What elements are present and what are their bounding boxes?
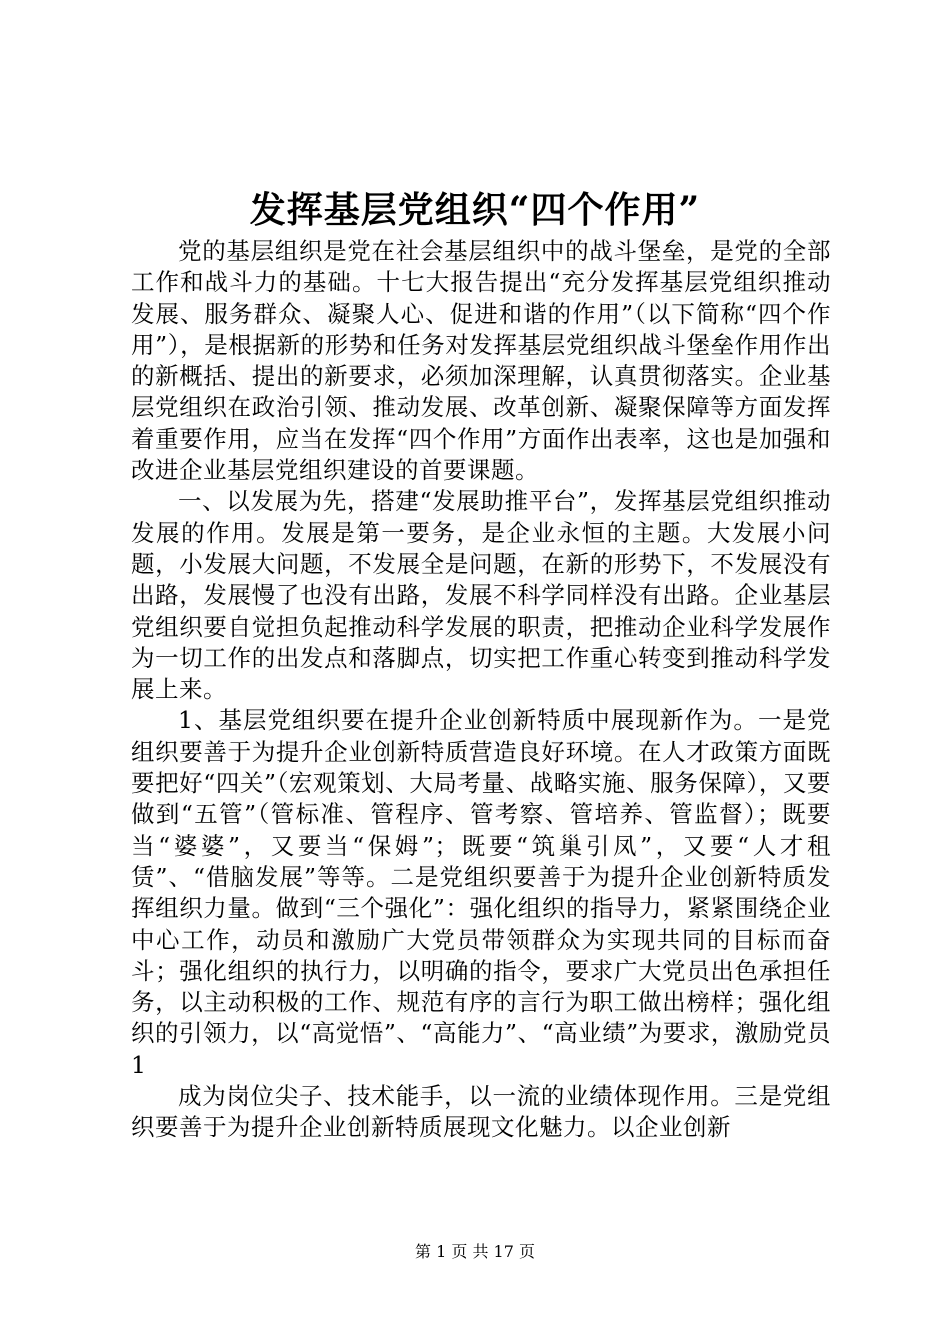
paragraph-section-1: 一、以发展为先，搭建“发展助推平台”，发挥基层党组织推动发展的作用。发展是第一要务，是企业永恒的主题。大发展小问题，小发展大问题，不发展全是问题，在新的形势下，不发展没有出路，发展慢了也没有出路，发展不科学同样没有出路。企业基层党组织要自觉担负起推动科学发展的职责，把推动企业科学发展作为一切工作的出发点和落脚点，切实把工作重心转变到推动科学发展上来。 — [131, 487, 831, 704]
paragraph-continuation: 成为岗位尖子、技术能手，以一流的业绩体现作用。三是党组织要善于为提升企业创新特质展现文化魅力。以企业创新 — [131, 1082, 831, 1142]
paragraph-intro: 党的基层组织是党在社会基层组织中的战斗堡垒，是党的全部工作和战斗力的基础。十七大报告提出“充分发挥基层党组织推动发展、服务群众、凝聚人心、促进和谐的作用”（以下简称“四个作用”），是根据新的形势和任务对发挥基层党组织战斗堡垒作用作出的新概括、提出的新要求，必须加深理解，认真贯彻落实。企业基层党组织在政治引领、推动发展、改革创新、凝聚保障等方面发挥着重要作用，应当在发挥“四个作用”方面作出表率，这也是加强和改进企业基层党组织建设的首要课题。 — [131, 237, 831, 485]
page-footer: 第 1 页 共 17 页 — [415, 1242, 535, 1261]
paragraph-item-1: 1、基层党组织要在提升企业创新特质中展现新作为。一是党组织要善于为提升企业创新特质营造良好环境。在人才政策方面既要把好“四关”（宏观策划、大局考量、战略实施、服务保障），又要做到“五管”（管标准、管程序、管考察、管培养、管监督）；既要当“婆婆”，又要当“保姆”；既要“筑巢引凤”，又要“人才租赁”、“借脑发展”等等。二是党组织要善于为提升企业创新特质发挥组织力量。做到“三个强化”：强化组织的指导力，紧紧围绕企业中心工作，动员和激励广大党员带领群众为实现共同的目标而奋斗；强化组织的执行力，以明确的指令，要求广大党员出色承担任务，以主动积极的工作、规范有序的言行为职工做出榜样；强化组织的引领力，以“高觉悟”、“高能力”、“高业绩”为要求，激励党员 1 — [131, 706, 831, 1079]
document-title: 发挥基层党组织“四个作用” — [249, 189, 701, 231]
document-body — [131, 236, 831, 1144]
